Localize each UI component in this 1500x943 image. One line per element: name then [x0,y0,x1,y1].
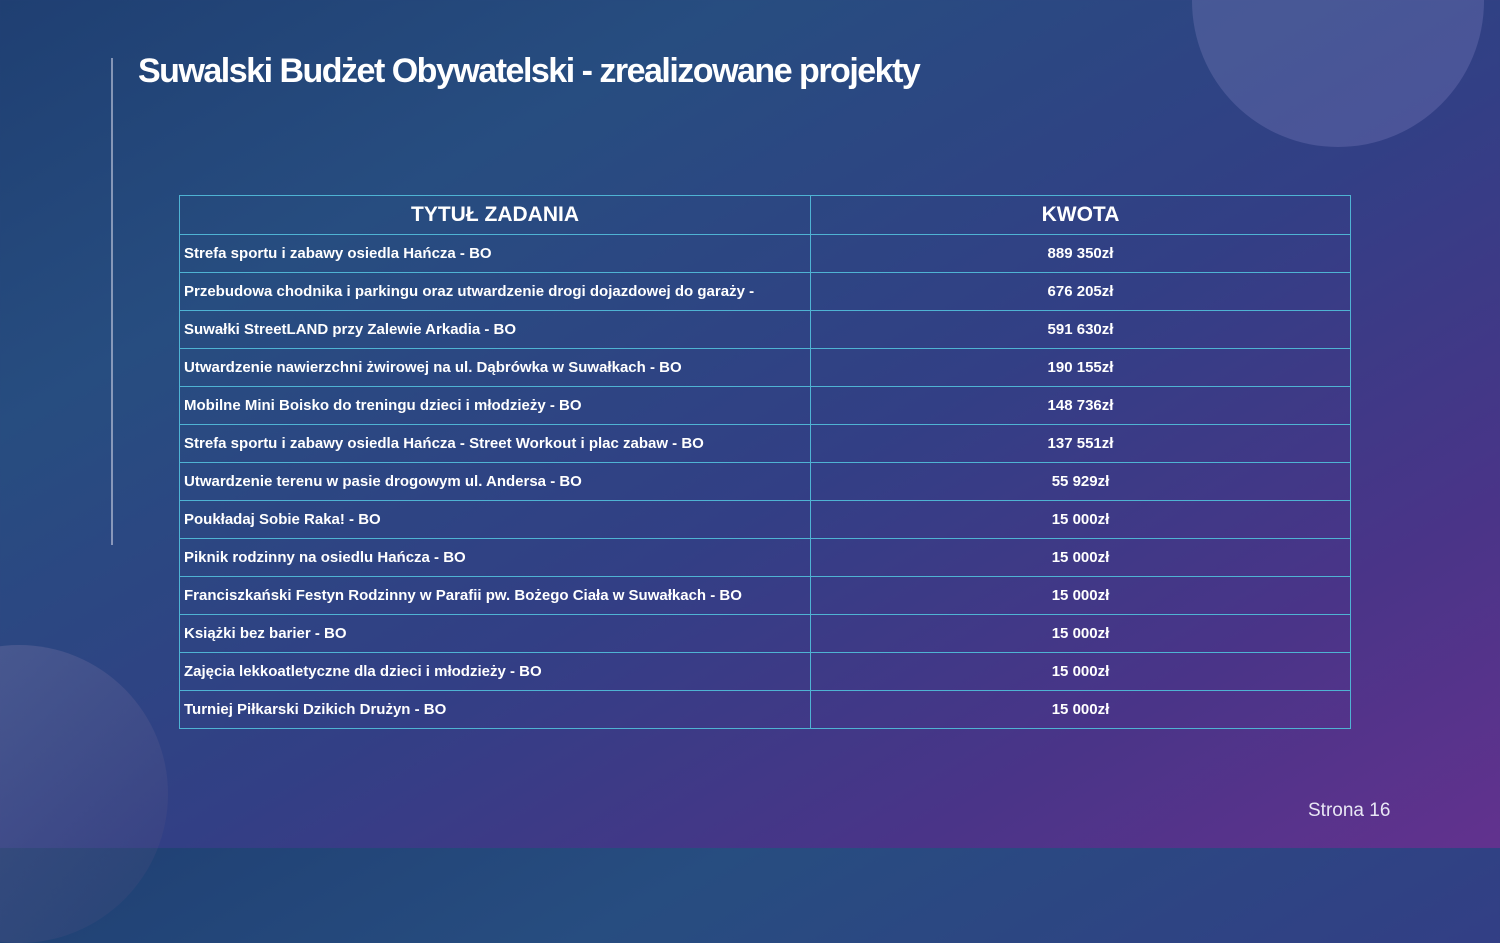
project-amount: 137 551zł [811,425,1351,463]
project-amount: 591 630zł [811,311,1351,349]
table-header-row [180,196,1351,235]
project-title: Utwardzenie nawierzchni żwirowej na ul. Dąbrówka w Suwałkach - BO [180,349,811,387]
table-row [180,577,1351,615]
vertical-accent-line [111,58,113,545]
project-amount: 15 000zł [811,615,1351,653]
project-amount: 148 736zł [811,387,1351,425]
table-row [180,615,1351,653]
project-amount: 889 350zł [811,235,1351,273]
table-row [180,425,1351,463]
table-row [180,501,1351,539]
table-row [180,691,1351,729]
header-amount: KWOTA [811,196,1351,235]
project-title: Piknik rodzinny na osiedlu Hańcza - BO [180,539,811,577]
project-title: Utwardzenie terenu w pasie drogowym ul. Andersa - BO [180,463,811,501]
page-number: Strona 16 [1308,800,1391,821]
project-amount: 15 000zł [811,501,1351,539]
project-amount: 15 000zł [811,653,1351,691]
project-title: Suwałki StreetLAND przy Zalewie Arkadia - BO [180,311,811,349]
projects-table [179,195,1351,729]
project-amount: 676 205zł [811,273,1351,311]
project-title: Mobilne Mini Boisko do treningu dzieci i młodzieży - BO [180,387,811,425]
project-title: Strefa sportu i zabawy osiedla Hańcza - Street Workout i plac zabaw - BO [180,425,811,463]
project-title: Turniej Piłkarski Dzikich Drużyn - BO [180,691,811,729]
project-title: Strefa sportu i zabawy osiedla Hańcza - BO [180,235,811,273]
project-title: Zajęcia lekkoatletyczne dla dzieci i młodzieży - BO [180,653,811,691]
slide-title: Suwalski Budżet Obywatelski - zrealizowane projekty [138,52,920,90]
project-title: Franciszkański Festyn Rodzinny w Parafii pw. Bożego Ciała w Suwałkach - BO [180,577,811,615]
project-title: Książki bez barier - BO [180,615,811,653]
project-amount: 55 929zł [811,463,1351,501]
project-title: Przebudowa chodnika i parkingu oraz utwardzenie drogi dojazdowej do garaży - [180,273,811,311]
decorative-circle-bottom [0,645,168,943]
table-row [180,463,1351,501]
table-row [180,311,1351,349]
table-row [180,387,1351,425]
table-row [180,539,1351,577]
header-title: TYTUŁ ZADANIA [180,196,811,235]
project-amount: 190 155zł [811,349,1351,387]
project-title: Poukładaj Sobie Raka! - BO [180,501,811,539]
table-row [180,349,1351,387]
table-row [180,235,1351,273]
project-amount: 15 000zł [811,539,1351,577]
table-row [180,653,1351,691]
decorative-circle-top [1192,0,1484,147]
project-amount: 15 000zł [811,577,1351,615]
project-amount: 15 000zł [811,691,1351,729]
table-row [180,273,1351,311]
